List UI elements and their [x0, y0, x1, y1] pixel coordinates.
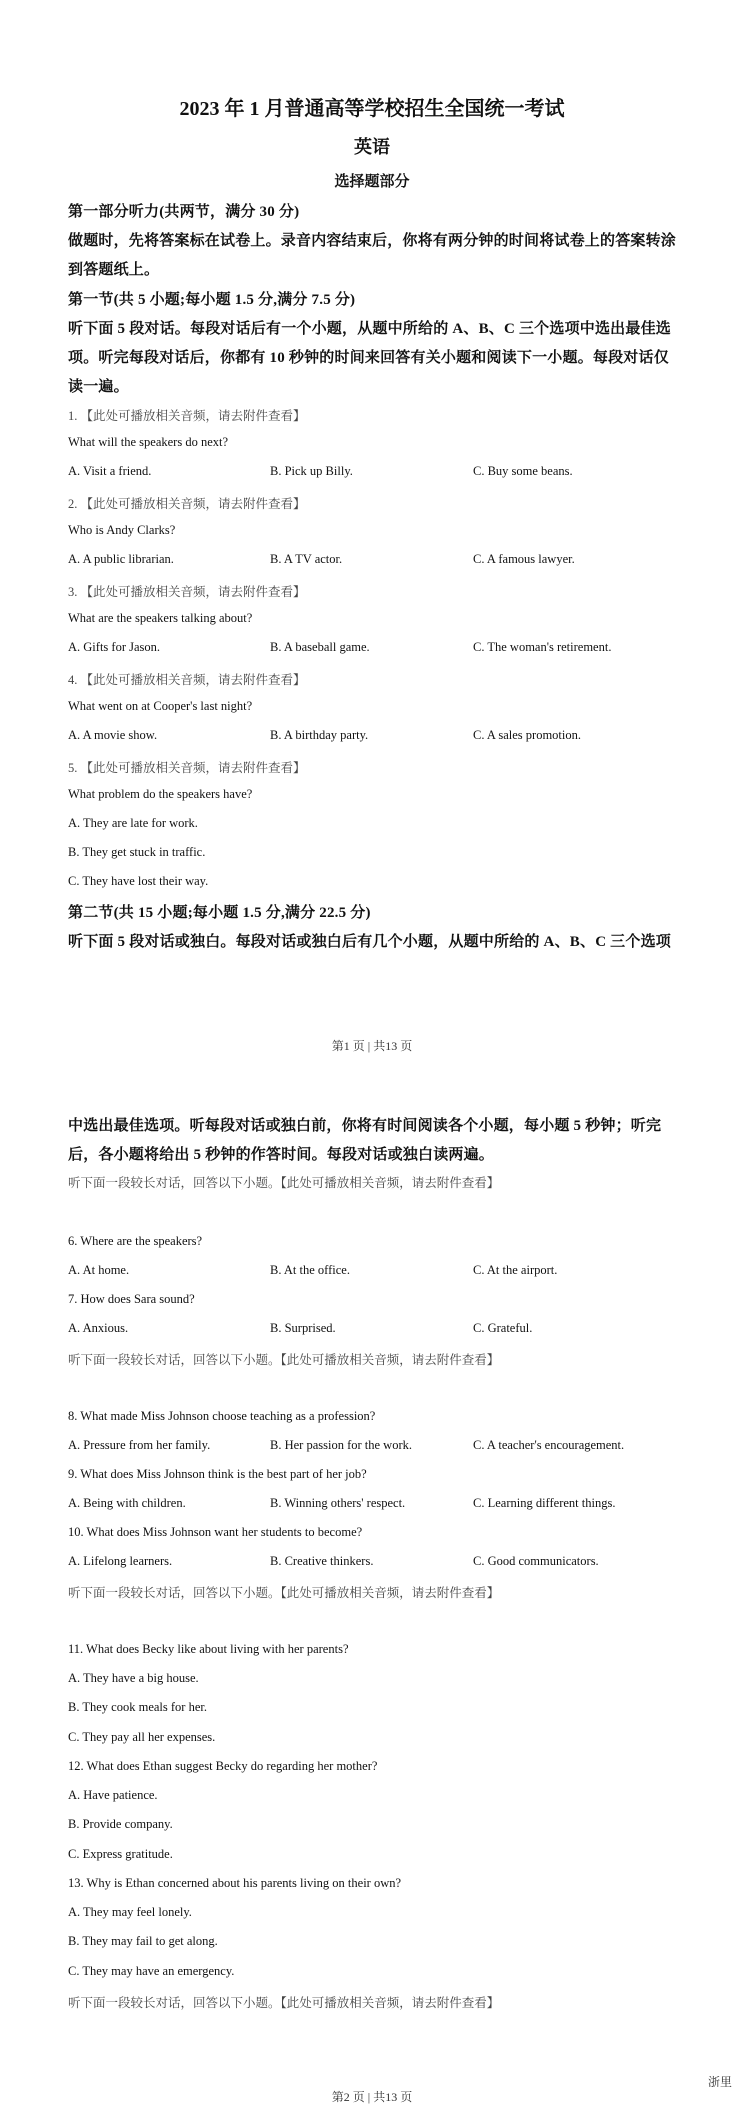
option-c: C. A teacher's encouragement. — [473, 1438, 625, 1452]
option-b: B. At the office. — [270, 1263, 350, 1277]
question-text: What went on at Cooper's last night? — [68, 699, 253, 713]
question-text: 10. What does Miss Johnson want her students to become? — [68, 1525, 363, 1539]
section2-instruction-line: 中选出最佳选项。听每段对话或独白前，你将有时间阅读各个小题，每小题 5 秒钟；听完 — [68, 1118, 662, 1134]
option-a: A. They are late for work. — [68, 816, 198, 830]
section1-instruction-line: 听下面 5 段对话。每段对话后有一个小题，从题中所给的 A、B、C 三个选项中选出最佳选 — [68, 321, 671, 337]
option-b: B. Provide company. — [68, 1817, 173, 1831]
audio-placeholder: 听下面一段较长对话，回答以下小题。【此处可播放相关音频，请去附件查看】 — [68, 1996, 500, 2010]
section-title: 选择题部分 — [334, 174, 410, 190]
part1-instruction-line: 到答题纸上。 — [68, 262, 160, 278]
option-a: A. They have a big house. — [68, 1671, 199, 1685]
option-b: B. Her passion for the work. — [270, 1438, 412, 1452]
option-b: B. They cook meals for her. — [68, 1700, 207, 1714]
option-c: C. They may have an emergency. — [68, 1964, 235, 1978]
exam-title: 2023 年 1 月普通高等学校招生全国统一考试 — [179, 98, 565, 120]
audio-placeholder: 1. 【此处可播放相关音频，请去附件查看】 — [68, 409, 306, 423]
audio-placeholder: 听下面一段较长对话，回答以下小题。【此处可播放相关音频，请去附件查看】 — [68, 1353, 500, 1367]
section1-instruction-line: 项。听完每段对话后，你都有 10 秒钟的时间来回答有关小题和阅读下一小题。每段对话仅 — [68, 350, 669, 366]
question-text: 9. What does Miss Johnson think is the best part of her job? — [68, 1467, 367, 1481]
question-text: What problem do the speakers have? — [68, 787, 253, 801]
audio-placeholder: 2. 【此处可播放相关音频，请去附件查看】 — [68, 497, 306, 511]
option-c: C. The woman's retirement. — [473, 640, 612, 654]
question-text: 8. What made Miss Johnson choose teaching as a profession? — [68, 1409, 376, 1423]
option-b: B. They may fail to get along. — [68, 1934, 218, 1948]
option-c: C. They pay all her expenses. — [68, 1730, 216, 1744]
audio-placeholder: 听下面一段较长对话，回答以下小题。【此处可播放相关音频，请去附件查看】 — [68, 1586, 500, 1600]
option-c: C. A famous lawyer. — [473, 552, 575, 566]
part1-heading: 第一部分听力(共两节，满分 30 分) — [68, 204, 300, 220]
subject-title: 英语 — [354, 137, 390, 157]
option-c: C. They have lost their way. — [68, 874, 209, 888]
option-c: C. A sales promotion. — [473, 728, 581, 742]
part1-instruction-line: 做题时，先将答案标在试卷上。录音内容结束后，你将有两分钟的时间将试卷上的答案转涂 — [68, 233, 677, 249]
option-a: A. At home. — [68, 1263, 130, 1277]
option-b: B. A birthday party. — [270, 728, 369, 742]
option-c: C. Grateful. — [473, 1321, 533, 1335]
section2-instruction-line: 后，各小题将给出 5 秒钟的作答时间。每段对话或独白读两遍。 — [68, 1147, 495, 1163]
audio-placeholder: 听下面一段较长对话，回答以下小题。【此处可播放相关音频，请去附件查看】 — [68, 1176, 500, 1190]
exam-page-2 — [0, 1070, 744, 2104]
question-text: 12. What does Ethan suggest Becky do regarding her mother? — [68, 1759, 378, 1773]
section2-heading: 第二节(共 15 小题;每小题 1.5 分,满分 22.5 分) — [68, 905, 371, 921]
option-a: A. Pressure from her family. — [68, 1438, 211, 1452]
option-a: A. Visit a friend. — [68, 464, 152, 478]
question-text: Who is Andy Clarks? — [68, 523, 176, 537]
option-a: A. Gifts for Jason. — [68, 640, 161, 654]
option-a: A. A movie show. — [68, 728, 158, 742]
question-text: 13. Why is Ethan concerned about his parents living on their own? — [68, 1876, 402, 1890]
option-b: B. They get stuck in traffic. — [68, 845, 206, 859]
option-b: B. A TV actor. — [270, 552, 343, 566]
corner-watermark-text: 浙里 — [707, 2075, 732, 2089]
section1-heading: 第一节(共 5 小题;每小题 1.5 分,满分 7.5 分) — [68, 292, 356, 308]
option-a: A. A public librarian. — [68, 552, 174, 566]
question-text: What are the speakers talking about? — [68, 611, 253, 625]
question-text: What will the speakers do next? — [68, 435, 229, 449]
option-a: A. Lifelong learners. — [68, 1554, 173, 1568]
question-text: 7. How does Sara sound? — [68, 1292, 195, 1306]
option-c: C. Buy some beans. — [473, 464, 573, 478]
question-text: 11. What does Becky like about living with her parents? — [68, 1642, 349, 1656]
option-a: A. Have patience. — [68, 1788, 158, 1802]
option-b: B. Winning others' respect. — [270, 1496, 406, 1510]
option-a: A. Being with children. — [68, 1496, 186, 1510]
option-c: C. At the airport. — [473, 1263, 558, 1277]
option-c: C. Express gratitude. — [68, 1847, 173, 1861]
page-footer: 第2 页 | 共13 页 — [331, 2090, 413, 2104]
page-footer: 第1 页 | 共13 页 — [331, 1039, 413, 1053]
option-b: B. Surprised. — [270, 1321, 336, 1335]
audio-placeholder: 4. 【此处可播放相关音频，请去附件查看】 — [68, 673, 306, 687]
section1-instruction-line: 读一遍。 — [68, 379, 129, 395]
option-c: C. Good communicators. — [473, 1554, 599, 1568]
option-b: B. Creative thinkers. — [270, 1554, 374, 1568]
option-a: A. They may feel lonely. — [68, 1905, 192, 1919]
section2-instruction-line: 听下面 5 段对话或独白。每段对话或独白后有几个小题，从题中所给的 A、B、C 三个选项 — [68, 934, 671, 950]
audio-placeholder: 5. 【此处可播放相关音频，请去附件查看】 — [68, 761, 306, 775]
question-text: 6. Where are the speakers? — [68, 1234, 203, 1248]
option-b: B. Pick up Billy. — [270, 464, 353, 478]
option-c: C. Learning different things. — [473, 1496, 616, 1510]
audio-placeholder: 3. 【此处可播放相关音频，请去附件查看】 — [68, 585, 306, 599]
option-a: A. Anxious. — [68, 1321, 129, 1335]
option-b: B. A baseball game. — [270, 640, 370, 654]
